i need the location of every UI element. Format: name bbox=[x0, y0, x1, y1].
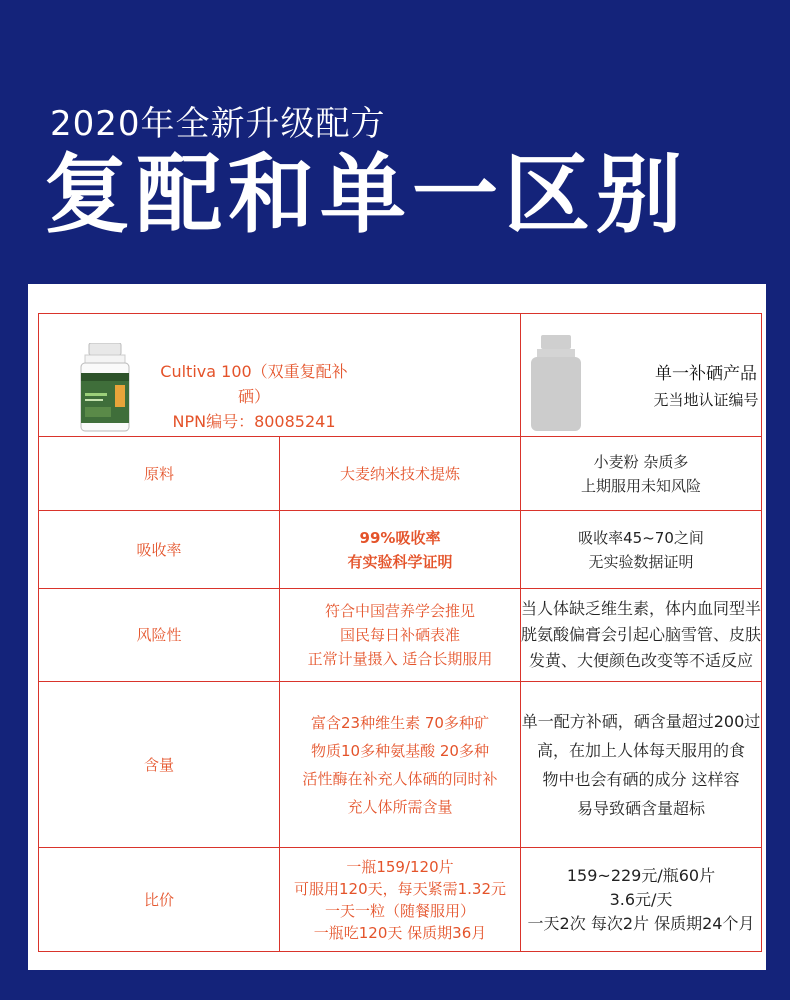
table-row bbox=[39, 589, 762, 682]
value-line: 一瓶吃120天 保质期36月 bbox=[313, 923, 487, 942]
row-label: 风险性 bbox=[39, 589, 280, 682]
header-row bbox=[39, 314, 762, 437]
product-value bbox=[280, 848, 521, 952]
value-line: 一天一粒（随餐服用） bbox=[324, 901, 475, 920]
value-line: 充人体所需含量 bbox=[347, 797, 453, 816]
value-line: 159~229元/瓶60片 bbox=[566, 865, 716, 885]
table-row bbox=[39, 848, 762, 952]
competitor-value bbox=[521, 848, 762, 952]
value-line: 小麦粉 杂质多 bbox=[593, 452, 689, 471]
value-line: 吸收率45~70之间 bbox=[578, 528, 704, 547]
table-row bbox=[39, 511, 762, 589]
value-line: 有实验科学证明 bbox=[347, 552, 453, 571]
competitor-value bbox=[521, 589, 762, 682]
product-npn: NPN编号：80085241 bbox=[172, 411, 336, 431]
row-label: 吸收率 bbox=[39, 511, 280, 589]
table-row bbox=[39, 437, 762, 511]
competitor-value bbox=[521, 511, 762, 589]
table-row bbox=[39, 682, 762, 848]
product-value bbox=[280, 437, 521, 511]
value-line: 富含23种维生素 70多种矿 bbox=[311, 713, 489, 732]
promo-subtitle: 2020年全新升级配方 bbox=[50, 104, 386, 144]
product-bottle-image bbox=[79, 343, 131, 433]
row-label: 原料 bbox=[39, 437, 280, 511]
value-line: 3.6元/天 bbox=[609, 889, 673, 909]
value-line: 大麦纳米技术提炼 bbox=[339, 464, 460, 483]
value-line: 胱氨酸偏膏会引起心脑雪管、皮肤 bbox=[521, 625, 762, 644]
value-line: 活性酶在补充人体硒的同时补 bbox=[302, 769, 498, 788]
comparison-table bbox=[38, 313, 762, 952]
product-cell bbox=[39, 314, 521, 437]
value-line: 符合中国营养学会推见 bbox=[324, 602, 475, 620]
value-line: 正常计量摄入 适合长期服用 bbox=[307, 650, 493, 668]
value-line: 可服用120天，每天紧需1.32元 bbox=[293, 879, 507, 898]
value-line: 易导致硒含量超标 bbox=[576, 798, 705, 818]
value-line: 一瓶159/120片 bbox=[346, 857, 454, 876]
value-line: 物质10多种氨基酸 20多种 bbox=[311, 741, 489, 760]
product-value bbox=[280, 511, 521, 589]
plain-bottle-image bbox=[529, 335, 583, 431]
value-line: 当人体缺乏维生素，体内血同型半 bbox=[521, 599, 762, 618]
row-label: 比价 bbox=[39, 848, 280, 952]
competitor-value bbox=[521, 437, 762, 511]
value-line: 高，在加上人体每天服用的食 bbox=[536, 740, 745, 760]
value-line: 一天2次 每次2片 保质期24个月 bbox=[527, 913, 755, 933]
competitor-name: 单一补硒产品 bbox=[655, 363, 757, 384]
promo-title: 复配和单一区别 bbox=[44, 145, 688, 245]
competitor-cell bbox=[521, 314, 762, 437]
value-line: 无实验数据证明 bbox=[588, 552, 694, 571]
value-line: 单一配方补硒，硒含量超过200过 bbox=[521, 711, 761, 731]
value-line: 99%吸收率 bbox=[359, 528, 441, 547]
value-line: 上期服用未知风险 bbox=[580, 476, 701, 495]
product-value bbox=[280, 682, 521, 848]
value-line: 物中也会有硒的成分 这样容 bbox=[542, 769, 740, 789]
product-value bbox=[280, 589, 521, 682]
product-name: Cultiva 100（双重复配补硒） bbox=[160, 361, 348, 406]
row-label: 含量 bbox=[39, 682, 280, 848]
competitor-note: 无当地认证编号 bbox=[653, 390, 759, 409]
competitor-value bbox=[521, 682, 762, 848]
value-line: 发黄、大便颜色改变等不适反应 bbox=[528, 651, 753, 670]
value-line: 国民每日补硒表准 bbox=[339, 626, 460, 644]
